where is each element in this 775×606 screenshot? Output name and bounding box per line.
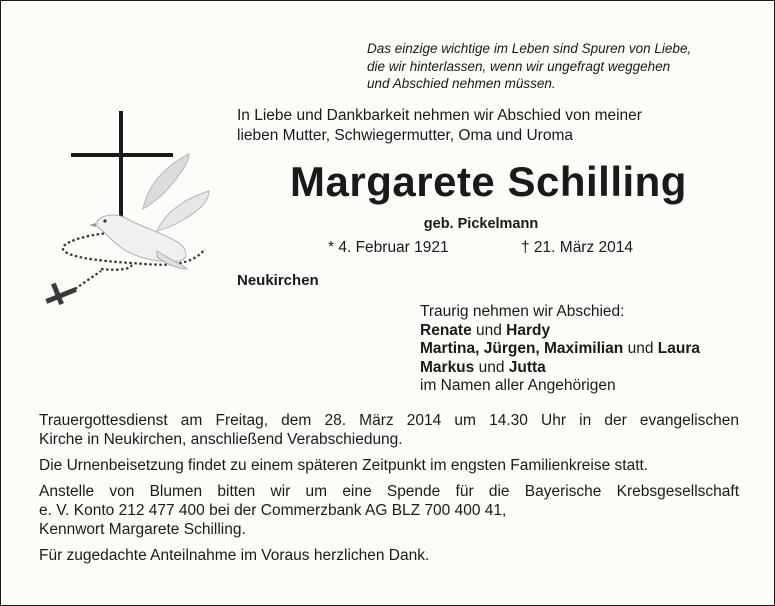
mourners-closing: im Namen aller Angehörigen [420,377,616,394]
rosary-cross-icon [45,283,77,305]
quote-line: und Abschied nehmen müssen. [367,76,556,91]
quote [367,40,757,93]
quote-line: Das einzige wichtige im Leben sind Spuren von Liebe, [367,41,692,56]
donation-line: e. V. Konto 212 477 400 bei der Commerzbank AG BLZ 700 400 41, [39,502,507,519]
mourner-line [420,340,765,359]
death-date: † 21. März 2014 [521,239,634,256]
mourner-name: Hardy [506,321,551,339]
conjunction: und [471,321,507,339]
mourner-name: Renate [420,321,472,339]
emblem [39,109,214,309]
service-line: Trauergottesdienst am Freitag, dem 28. März 2014 um 14.30 Uhr in der evangelischen [39,412,739,429]
conjunction: und [474,358,509,376]
conjunction: und [623,340,658,357]
urn-notice [39,456,739,475]
intro-line: In Liebe und Dankbarkeit nehmen wir Abschied von meiner [237,107,642,124]
mourners [420,303,765,396]
donation-notice [39,482,739,539]
mourner-name: Laura [657,340,700,357]
deceased-name: Margarete Schilling [290,158,687,205]
dove-icon [89,154,209,269]
mourners-heading: Traurig nehmen wir Abschied: [420,303,625,320]
donation-line: Anstelle von Blumen bitten wir um eine Spende für die Bayerische Krebsgesellschaft [39,483,739,500]
urn-line: Die Urnenbeisetzung findet zu einem späteren Zeitpunkt im engsten Familienkreise statt. [39,457,649,474]
thanks-line: Für zugedachte Anteilnahme im Voraus herzlichen Dank. [39,547,430,564]
cross-icon [71,111,173,229]
mourner-name: Markus [420,358,475,376]
donation-line: Kennwort Margarete Schilling. [39,521,246,538]
mourner-line [420,359,765,378]
intro-line: lieben Mutter, Schwiegermutter, Oma und Uroma [237,127,573,144]
quote-line: die wir hinterlassen, wenn wir ungefragt weggehen [367,58,671,74]
birth-date: * 4. Februar 1921 [328,239,449,256]
mourner-name: Martina, Jürgen, Maximilian [420,340,624,357]
mourner-name: Jutta [508,358,546,376]
mourner-line [420,322,765,341]
intro-text [237,106,737,146]
place: Neukirchen [237,272,319,289]
maiden-name: geb. Pickelmann [423,216,539,232]
service-line: Kirche in Neukirchen, anschließend Verabschiedung. [39,431,403,448]
service-notice [39,411,739,449]
thanks-notice [39,546,739,565]
notices [39,411,739,572]
